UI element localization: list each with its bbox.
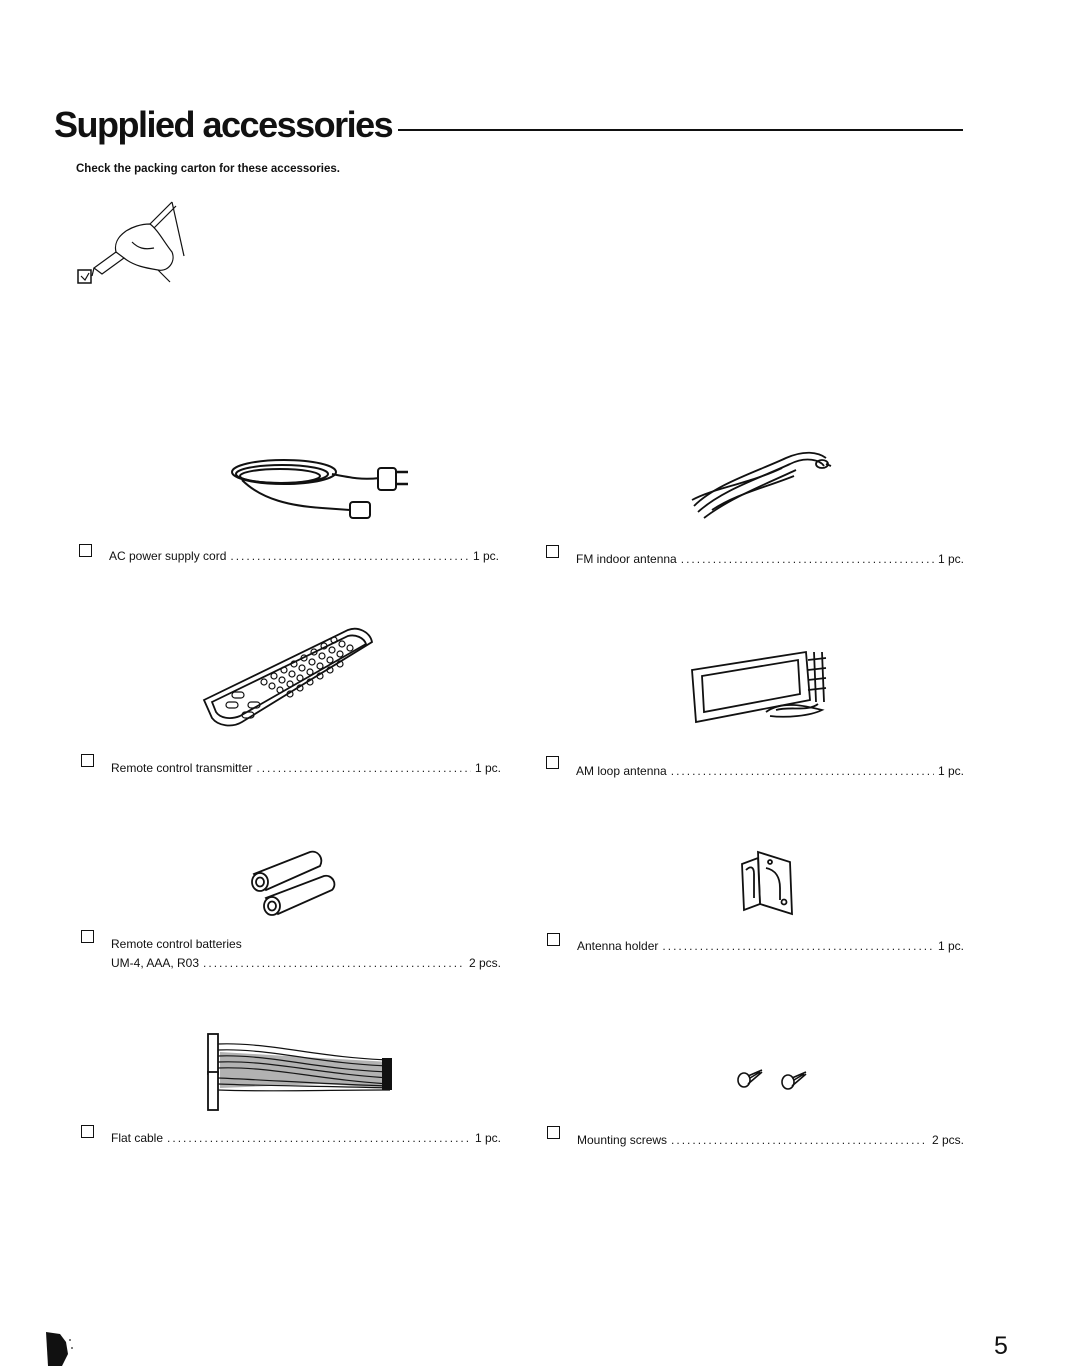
item-label: FM indoor antenna [576, 552, 677, 566]
page-title: Supplied accessories [54, 104, 393, 145]
checkbox[interactable] [81, 930, 94, 943]
leader-dots [167, 1129, 471, 1148]
flat-cable-icon [200, 1028, 396, 1114]
item-sublabel: UM-4, AAA, R03 [111, 956, 200, 970]
leader-dots [230, 547, 469, 566]
item-label: Flat cable [111, 1131, 164, 1145]
leader-dots [681, 550, 934, 569]
item-quantity: 1 pc. [474, 1131, 501, 1145]
leader-dots [662, 937, 934, 956]
checkbox[interactable] [547, 933, 560, 946]
item-label: Remote control batteries [111, 937, 242, 951]
ac-power-cord-icon [222, 450, 412, 530]
leader-dots [203, 954, 465, 973]
fm-antenna-icon [686, 444, 832, 524]
checkbox[interactable] [81, 754, 94, 767]
item-quantity: 2 pcs. [468, 956, 501, 970]
leader-dots [256, 759, 471, 778]
checkbox[interactable] [546, 756, 559, 769]
item-quantity: 1 pc. [474, 761, 501, 775]
hand-pen-checklist-icon [72, 196, 192, 292]
item-quantity: 1 pc. [472, 549, 499, 563]
item-quantity: 2 pcs. [931, 1133, 964, 1147]
am-loop-antenna-icon [686, 646, 836, 730]
item-quantity: 1 pc. [937, 939, 964, 953]
page-number: 5 [994, 1332, 1008, 1360]
leader-dots [671, 762, 934, 781]
leader-dots [671, 1131, 928, 1150]
item-quantity: 1 pc. [937, 552, 964, 566]
checkbox[interactable] [79, 544, 92, 557]
checkbox[interactable] [547, 1126, 560, 1139]
remote-control-icon [198, 622, 378, 730]
scan-mark-icon [44, 1328, 74, 1368]
checkbox[interactable] [81, 1125, 94, 1138]
item-label: Remote control transmitter [111, 761, 253, 775]
item-label: Mounting screws [577, 1133, 668, 1147]
antenna-holder-icon [736, 848, 800, 918]
title-rule [398, 129, 963, 131]
page-subtitle: Check the packing carton for these accessories. [76, 163, 340, 175]
checkbox[interactable] [546, 545, 559, 558]
item-label: Antenna holder [577, 939, 659, 953]
item-quantity: 1 pc. [937, 764, 964, 778]
screws-icon [736, 1066, 808, 1092]
item-label: AM loop antenna [576, 764, 667, 778]
item-label: AC power supply cord [109, 549, 227, 563]
batteries-icon [244, 846, 344, 916]
